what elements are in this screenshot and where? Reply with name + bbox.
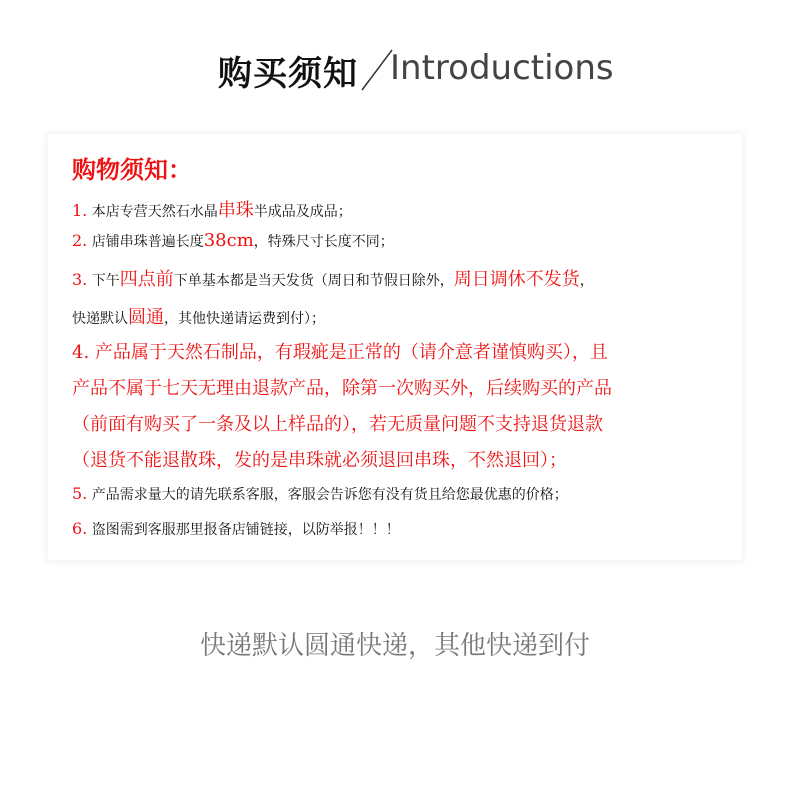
notice-title: 购物须知： — [72, 155, 192, 184]
header-title-cn: 购买须知 — [218, 54, 358, 94]
page-header — [0, 44, 790, 96]
notice-item-5: 5. 产品需求量大的请先联系客服，客服会告诉您有没有货且给您最优惠的价格； — [72, 484, 568, 503]
notice-item-3: 3. 下午四点前下单基本都是当天发货（周日和节假日除外，周日调休不发货， — [72, 269, 594, 290]
notice-item-3-cont: 快递默认圆通，其他快递请运费到付）； — [72, 307, 325, 328]
notice-item-4-line3: （前面有购买了一条及以上样品的），若无质量问题不支持退货退款 — [72, 414, 603, 435]
notice-item-1: 1. 本店专营天然石水晶串珠半成品及成品； — [72, 200, 352, 221]
notice-item-4-line4: （退货不能退散珠，发的是串珠就必须退回串珠，不然退回）； — [72, 450, 567, 471]
notice-item-4-line2: 产品不属于七天无理由退款产品，除第一次购买外，后续购买的产品 — [72, 378, 612, 399]
header-title-en: Introductions — [390, 48, 614, 88]
notice-item-4-line1: 4. 产品属于天然石制品，有瑕疵是正常的（请介意者谨慎购买），且 — [72, 342, 608, 363]
notice-item-2: 2. 店铺串珠普遍长度38cm，特殊尺寸长度不同； — [72, 230, 394, 251]
footer-shipping-note: 快递默认圆通快递，其他快递到付 — [199, 631, 590, 661]
notice-item-6: 6. 盗图需到客服那里报备店铺链接，以防举报！！！ — [72, 519, 400, 538]
